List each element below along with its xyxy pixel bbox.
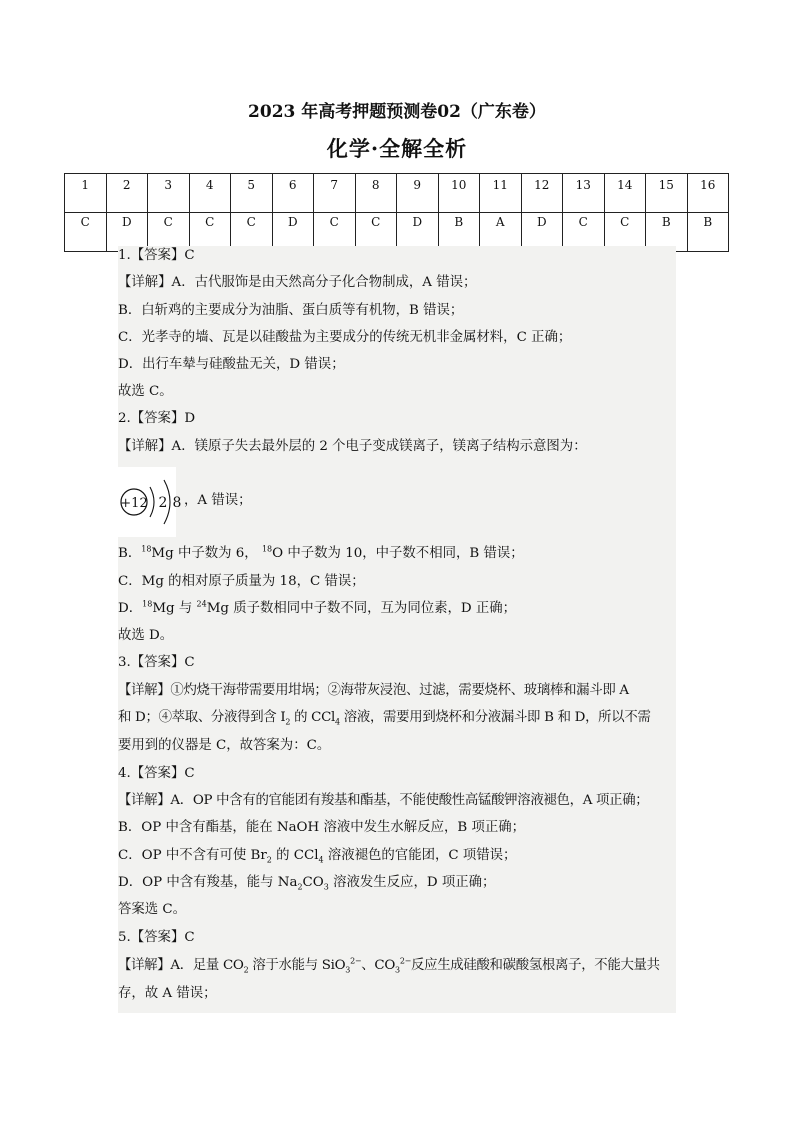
answer-cell: C — [314, 213, 356, 252]
q2-answer: 2.【答案】D — [118, 411, 196, 426]
answer-cell: C — [355, 213, 397, 252]
q1-explain-b: B．白斩鸡的主要成分为油脂、蛋白质等有机物，B 错误； — [118, 303, 464, 318]
question-number: 11 — [480, 174, 522, 213]
answer-cell: B — [646, 213, 688, 252]
q4-explain-b: B．OP 中含有酯基，能在 NaOH 溶液中发生水解反应，B 项正确； — [118, 820, 526, 835]
q5-explain-line1: 【详解】A．足量 $CO_2$ 溶于水能与 SiO$_3^{2-}$、$CO_3^{2-}$反应生成硅酸和碳酸氢根离子，不能大量共 — [118, 956, 660, 975]
answer-cell: C — [148, 213, 190, 252]
nucleus-charge: +12 — [120, 496, 148, 511]
q5-explain-line2: 存，故 A 错误； — [118, 986, 217, 1001]
question-number: 2 — [106, 174, 148, 213]
magnesium-ion-structure-diagram — [118, 467, 182, 537]
q1-explain-c: C．光孝寺的墙、瓦是以硅酸盐为主要成分的传统无机非金属材料，C 正确； — [118, 330, 572, 345]
answer-cell: D — [272, 213, 314, 252]
answer-cell: C — [231, 213, 273, 252]
document-subtitle: 化学·全解全析 — [326, 136, 468, 161]
shell-electrons-2: 8 — [172, 495, 182, 511]
q5-answer: 5.【答案】C — [118, 930, 195, 945]
answer-cell: D — [106, 213, 148, 252]
question-number: 1 — [65, 174, 107, 213]
shell-electrons-1: 2 — [158, 495, 168, 511]
question-number: 7 — [314, 174, 356, 213]
shell-arc-1 — [150, 487, 154, 517]
q4-explain-a: 【详解】A．OP 中含有的官能团有羧基和酯基，不能使酸性高锰酸钾溶液褪色，A 项正确； — [118, 793, 649, 808]
answer-cell: B — [687, 213, 729, 252]
answer-cell: C — [65, 213, 107, 252]
answer-cell: D — [397, 213, 439, 252]
question-number: 13 — [563, 174, 605, 213]
question-number: 5 — [231, 174, 273, 213]
question-number: 12 — [521, 174, 563, 213]
q3-answer: 3.【答案】C — [118, 655, 195, 670]
question-number-row — [65, 174, 729, 213]
q1-conclusion: 故选 C。 — [118, 384, 173, 399]
question-number: 10 — [438, 174, 480, 213]
question-number: 8 — [355, 174, 397, 213]
answer-cell: C — [563, 213, 605, 252]
q2-explain-a: 【详解】A．镁原子失去最外层的 2 个电子变成镁离子，镁离子结构示意图为： — [118, 439, 587, 454]
answer-cell: B — [438, 213, 480, 252]
answer-cell: C — [189, 213, 231, 252]
q2-conclusion: 故选 D。 — [118, 628, 174, 643]
question-number: 3 — [148, 174, 190, 213]
q1-explain-a: 【详解】A．古代服饰是由天然高分子化合物制成，A 错误； — [118, 275, 477, 290]
answer-cell: A — [480, 213, 522, 252]
answer-cell: C — [604, 213, 646, 252]
question-number: 4 — [189, 174, 231, 213]
question-number: 6 — [272, 174, 314, 213]
answer-table — [64, 173, 729, 252]
q3-explain-line1: 【详解】①灼烧干海带需要用坩埚；②海带灰浸泡、过滤，需要烧杯、玻璃棒和漏斗即 A — [118, 683, 629, 698]
explanation-body — [118, 246, 676, 1013]
question-number: 14 — [604, 174, 646, 213]
q1-explain-d: D．出行车辇与硅酸盐无关，D 错误； — [118, 357, 345, 372]
q4-explain-d: D．OP 中含有羧基，能与 $Na_2CO_3$ 溶液发生反应，D 项正确； — [118, 875, 496, 892]
q2-explain-d: D．$^{18}$Mg 与 $^{24}$Mg 质子数相同中子数不同，互为同位素，D 正确； — [118, 599, 517, 616]
q4-explain-c: C．OP 中不含有可使 $Br_2$ 的 CCl$_4$ 溶液褪色的官能团，C 项错误； — [118, 848, 517, 865]
question-number: 15 — [646, 174, 688, 213]
q2-explain-a-tail: ，A 错误； — [184, 493, 252, 508]
q4-answer: 4.【答案】C — [118, 766, 195, 781]
question-number: 9 — [397, 174, 439, 213]
q2-explain-b: B．$^{18}$Mg 中子数为 6， $^{18}$O 中子数为 10，中子数不相同，B 错误； — [118, 544, 524, 561]
q3-explain-line3: 要用到的仪器是 C，故答案为：C。 — [118, 738, 331, 753]
q1-answer: 1.【答案】C — [118, 248, 195, 263]
answer-cell: D — [521, 213, 563, 252]
q2-explain-c: C．Mg 的相对原子质量为 18，C 错误； — [118, 574, 365, 589]
q3-explain-line2: 和 D；④萃取、分液得到含 $I_2$ 的 CCl$_4$ 溶液，需要用到烧杯和分液漏斗即 B 和 D，所以不需 — [118, 710, 651, 727]
document-title: 2023 年高考押题预测卷02（广东卷） — [248, 102, 546, 122]
question-number: 16 — [687, 174, 729, 213]
q4-conclusion: 答案选 C。 — [118, 902, 187, 917]
